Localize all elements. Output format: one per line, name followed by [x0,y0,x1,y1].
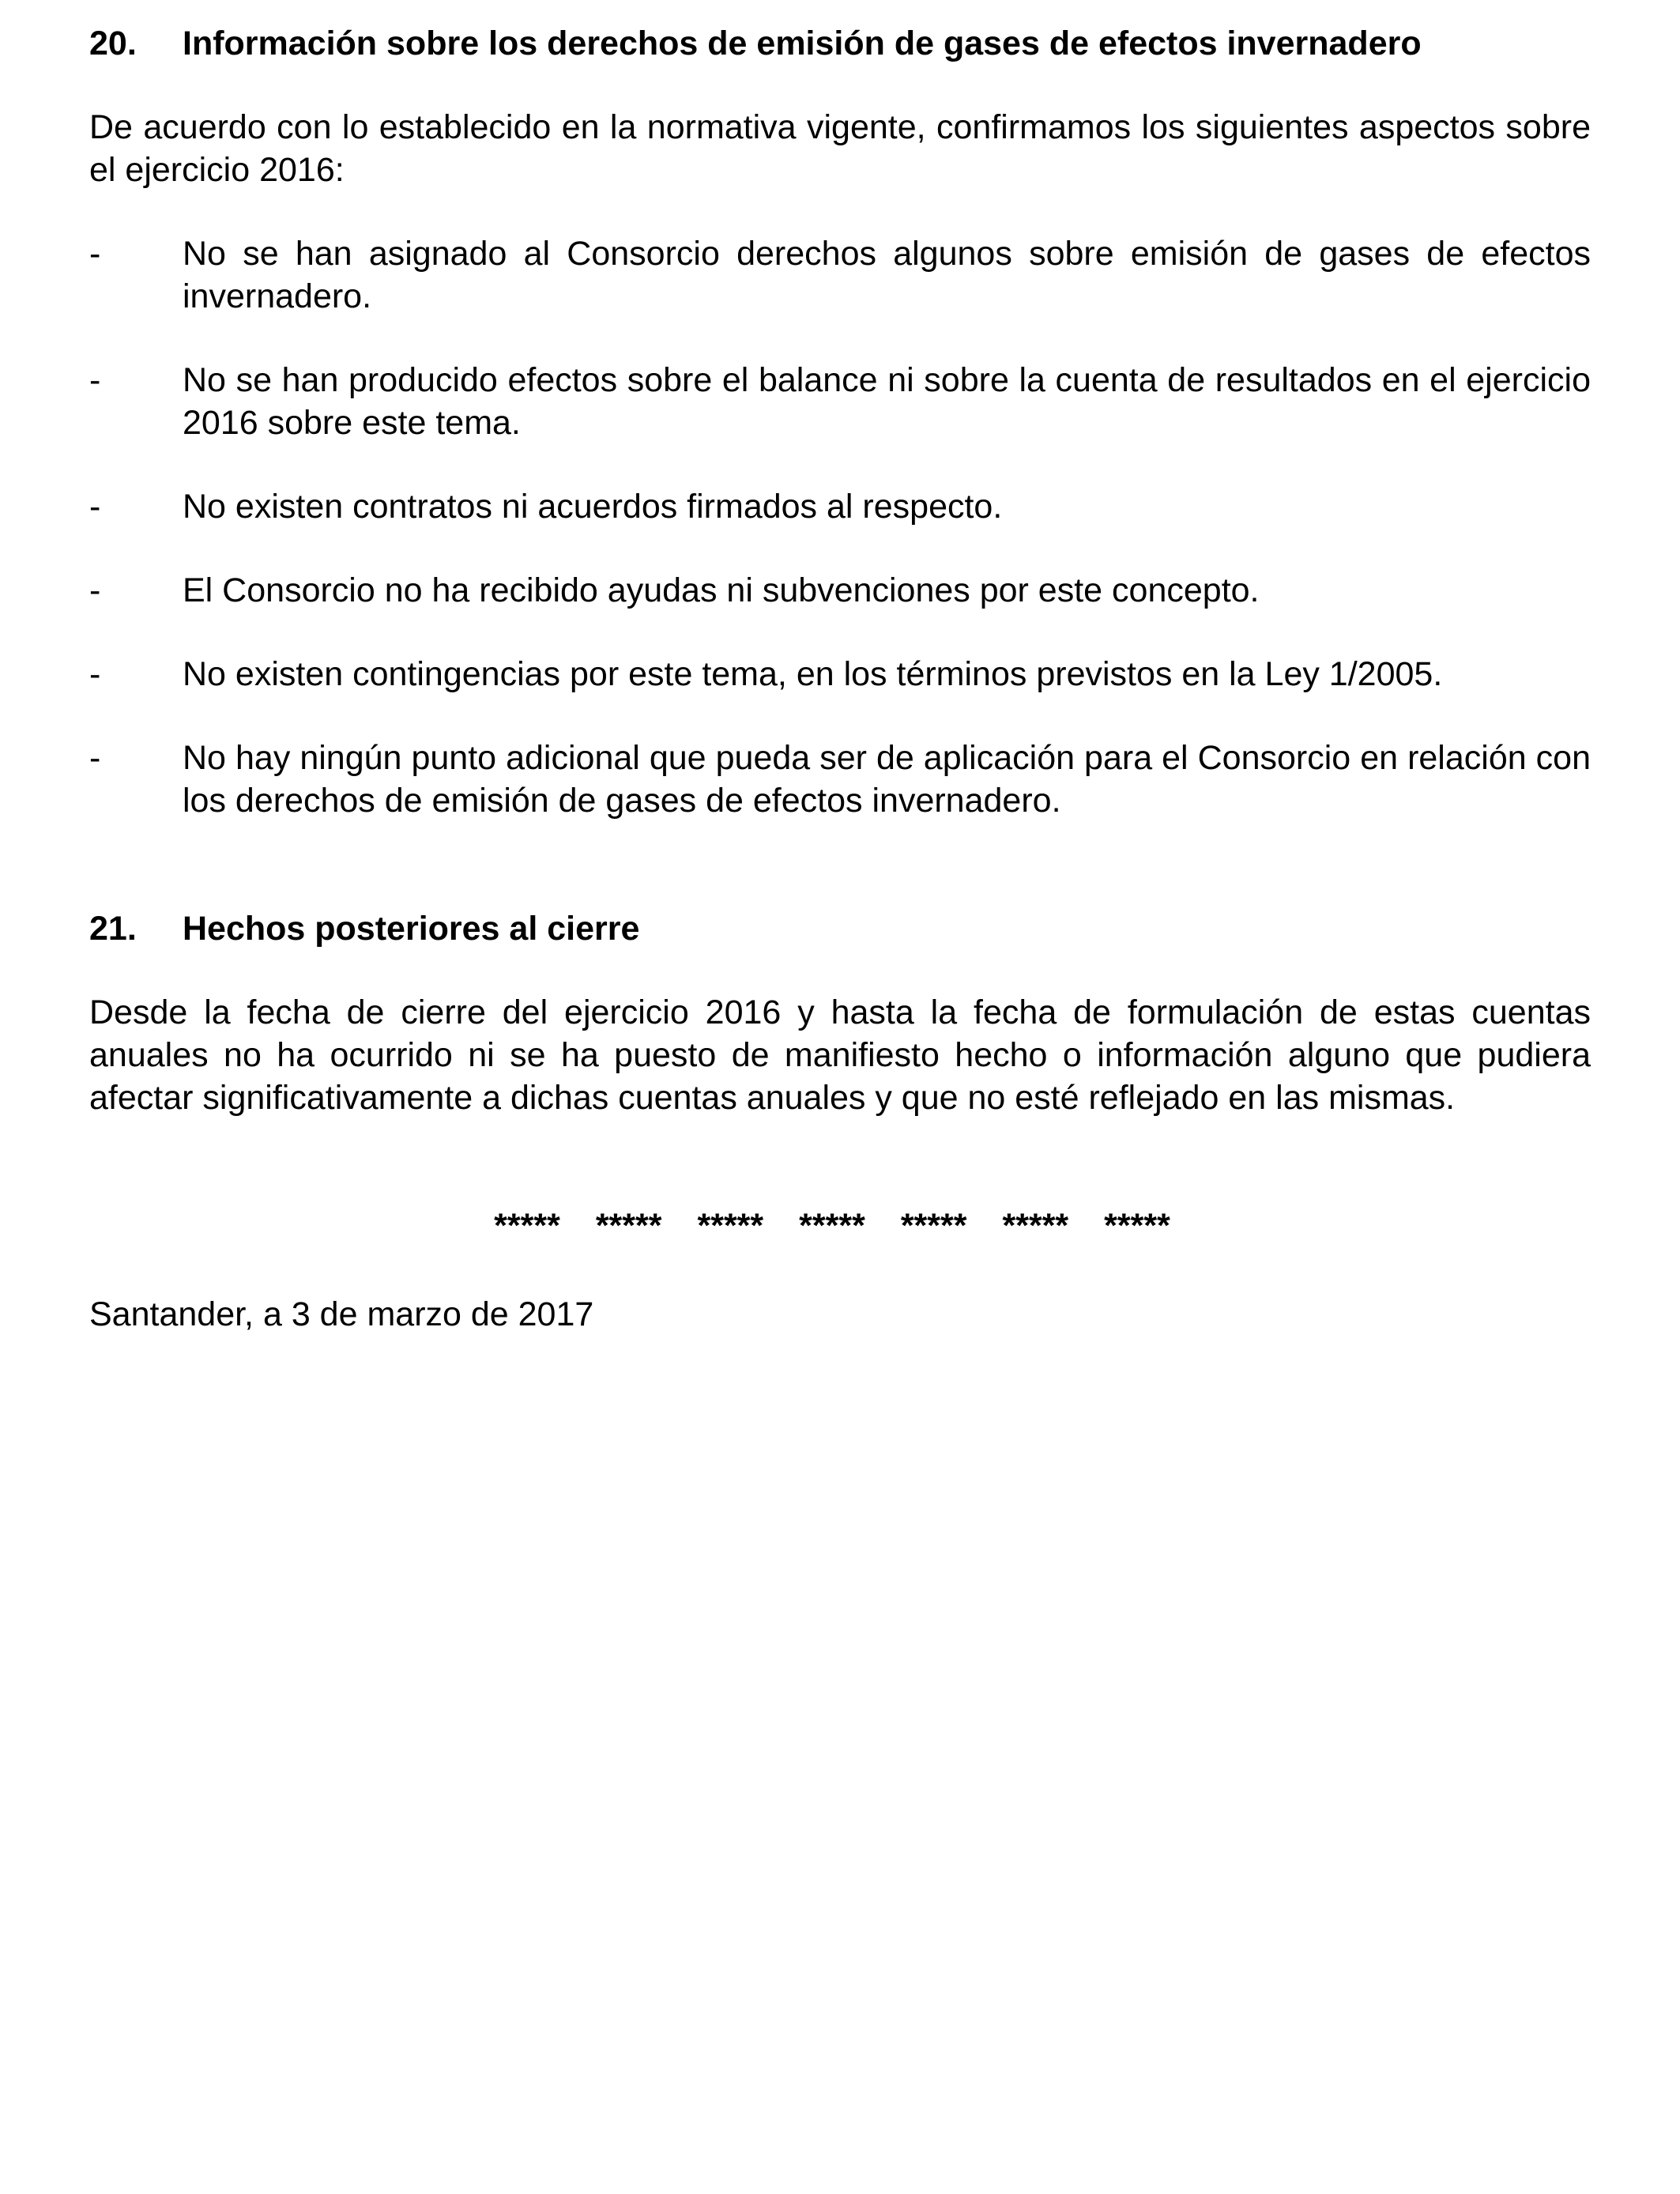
list-item-text: No hay ningún punto adicional que pueda ser de aplicación para el Consorcio en relación con los derechos de emisión de gases de efectos invernadero. [183,739,1591,820]
separator-star-group: ***** [595,1207,662,1245]
list-bullet: - [89,235,101,273]
list-bullet: - [89,655,101,693]
list-item [89,485,1591,528]
separator-star-group: ***** [1002,1207,1069,1245]
closing-place-date: Santander, a 3 de marzo de 2017 [89,1295,594,1333]
list-bullet: - [89,361,101,399]
list-bullet: - [89,571,101,609]
section-20-heading [89,22,1591,65]
separator-star-group: ***** [799,1207,865,1245]
section-21-body: Desde la fecha de cierre del ejercicio 2016 y hasta la fecha de formulación de estas cuentas anuales no ha ocurrido ni se ha puesto de manifiesto hecho o información alguno que pudiera afectar significativamente a dichas cuentas anuales y que no esté reflejado en las mismas. [89,993,1591,1117]
list-item [89,653,1591,696]
separator-star-group: ***** [1104,1207,1170,1245]
separator-stars [89,1204,1591,1247]
section-21-number: 21. [89,910,137,948]
list-item [89,232,1591,318]
list-item-text: No se han asignado al Consorcio derechos algunos sobre emisión de gases de efectos invernadero. [183,235,1591,315]
section-20-title: Información sobre los derechos de emisión de gases de efectos invernadero [183,25,1422,62]
list-bullet: - [89,739,101,777]
list-item [89,737,1591,822]
document-page [89,19,1591,1336]
list-item-text: No se han producido efectos sobre el balance ni sobre la cuenta de resultados en el ejercicio 2016 sobre este tema. [183,361,1591,442]
separator-star-group: ***** [697,1207,764,1245]
list-bullet: - [89,488,101,526]
section-20-intro: De acuerdo con lo establecido en la normativa vigente, confirmamos los siguientes aspectos sobre el ejercicio 2016: [89,108,1591,189]
list-item-text: No existen contratos ni acuerdos firmados al respecto. [183,488,1003,526]
separator-star-group: ***** [494,1207,560,1245]
list-item [89,569,1591,612]
section-21-heading [89,907,1591,950]
list-item [89,359,1591,444]
list-item-text: El Consorcio no ha recibido ayudas ni subvenciones por este concepto. [183,571,1260,609]
list-item-text: No existen contingencias por este tema, en los términos previstos en la Ley 1/2005. [183,655,1443,693]
section-20-list [89,232,1591,822]
section-21-title: Hechos posteriores al cierre [183,910,640,948]
section-20-number: 20. [89,25,137,62]
separator-star-group: ***** [900,1207,967,1245]
